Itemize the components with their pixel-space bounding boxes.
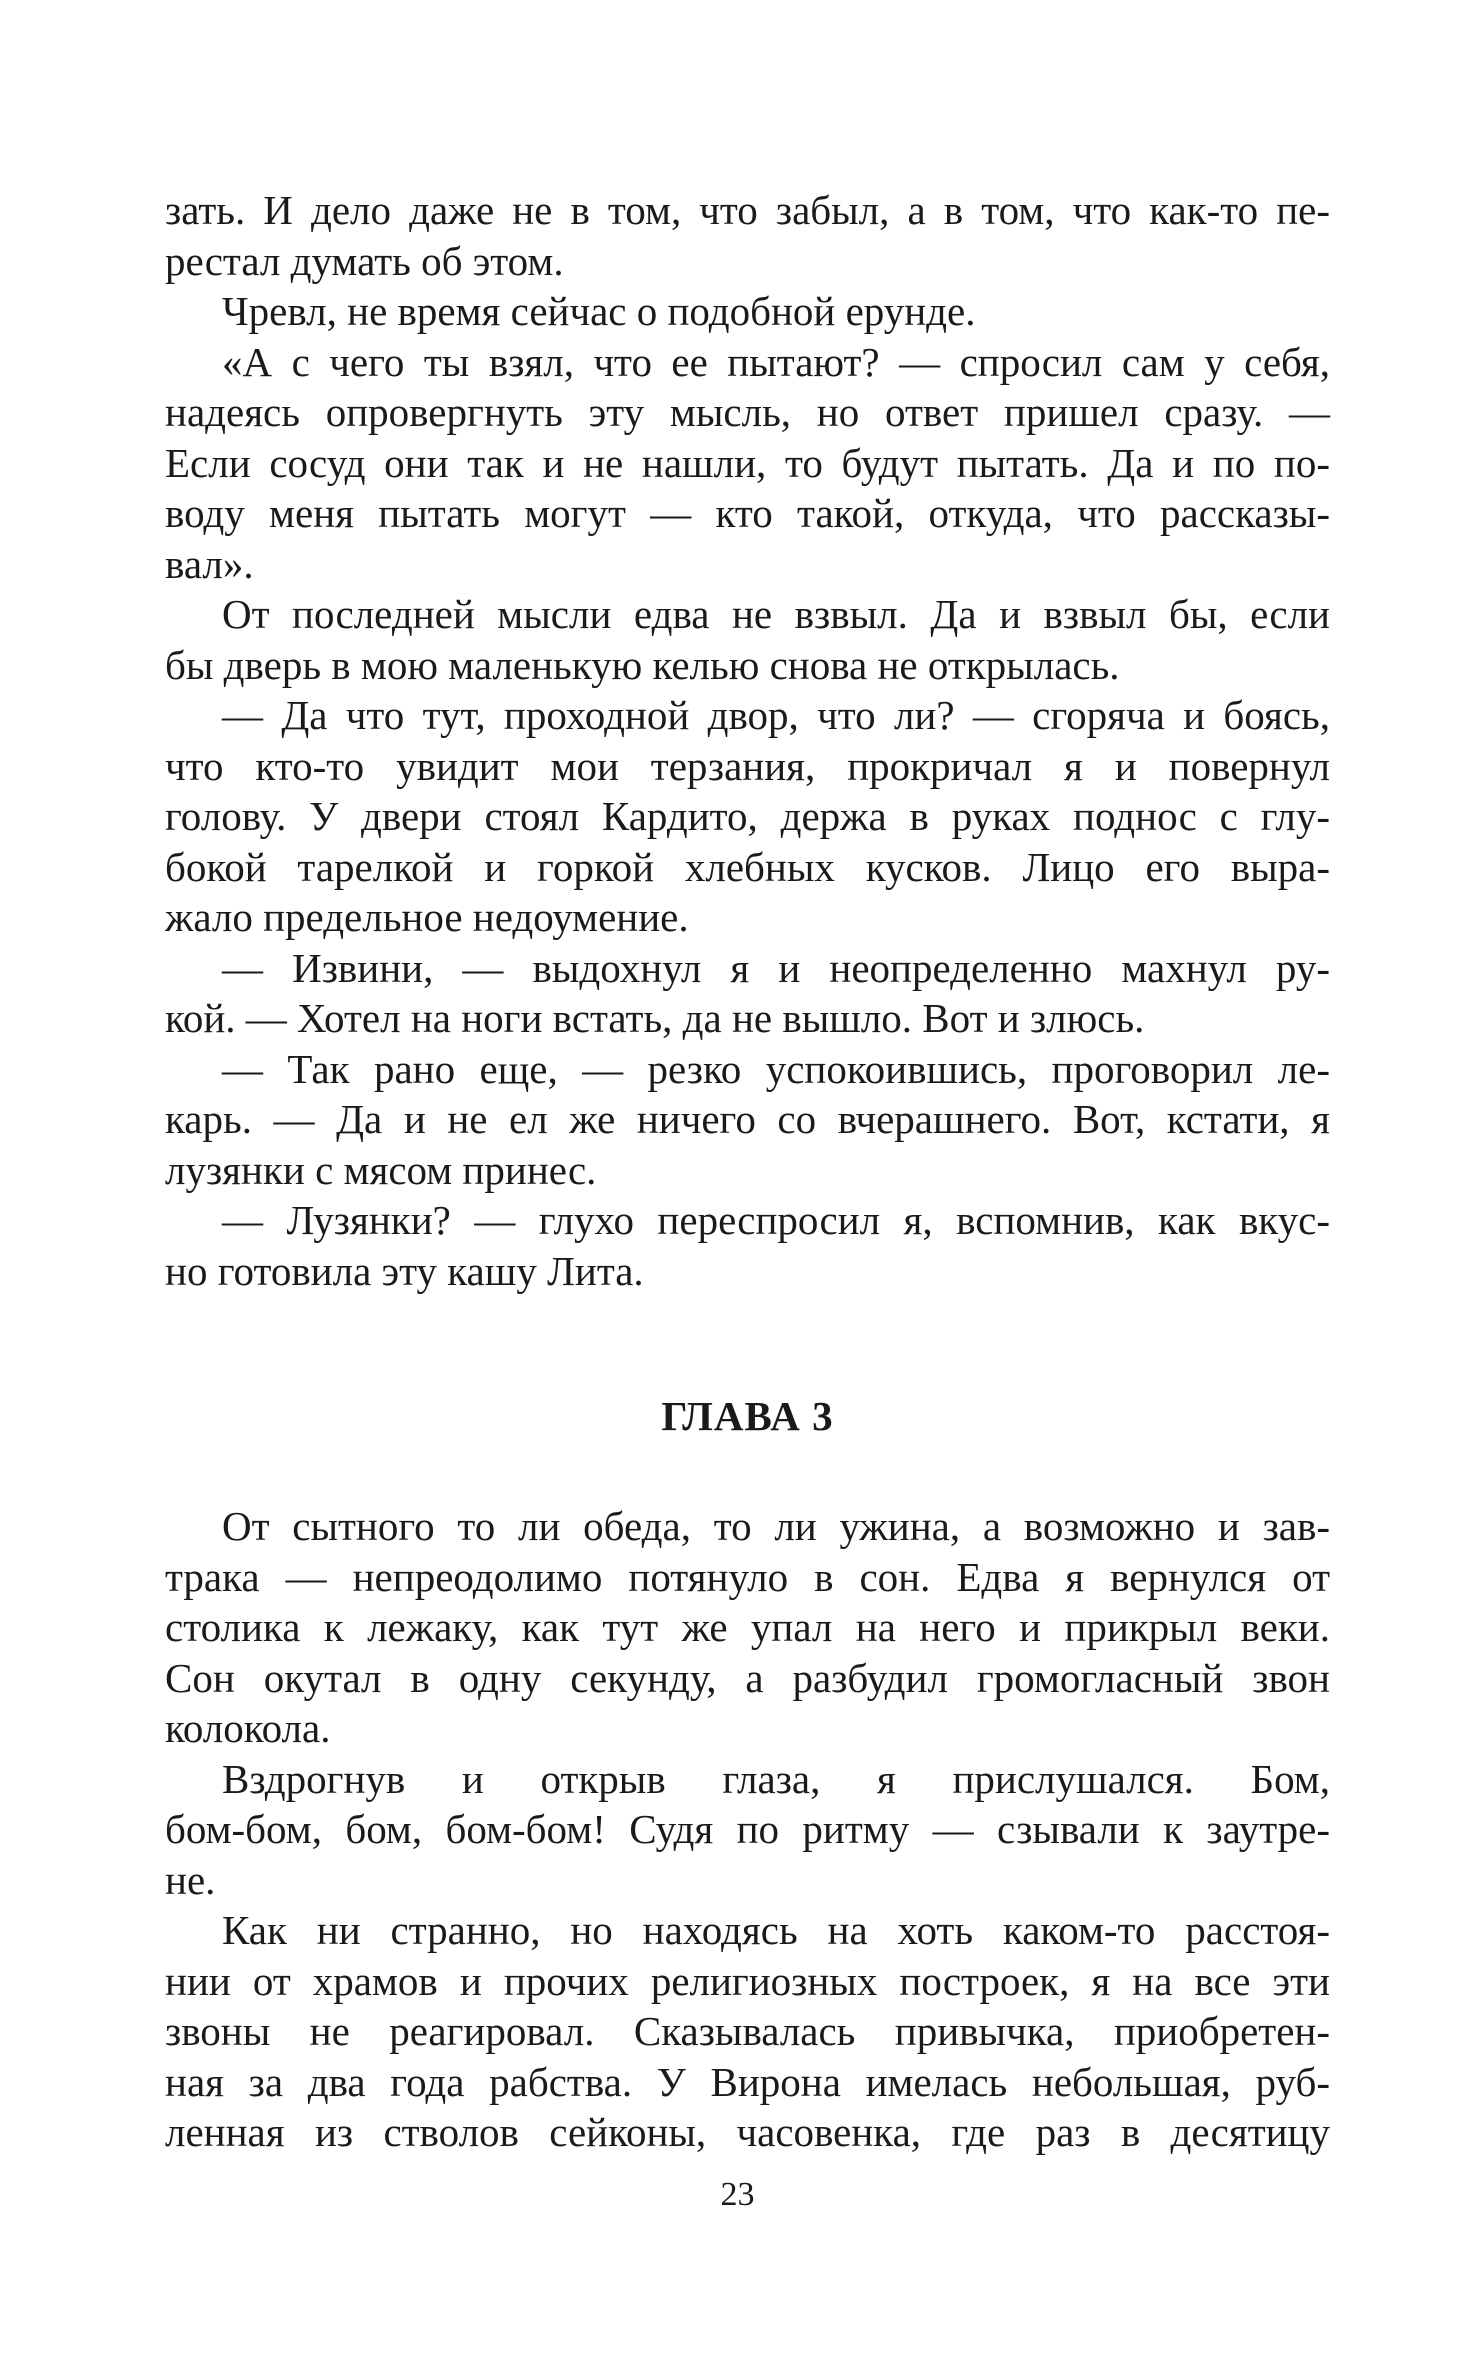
text-line: ная за два года рабства. У Вирона имелась небольшая, руб-: [165, 2058, 1330, 2105]
text-line: «А с чего ты взял, что ее пытают? — спросил сам у себя,: [222, 338, 1330, 385]
text-section-1: [165, 185, 1330, 1296]
text-line: трака — непреодолимо потянуло в сон. Едва я вернулся от: [165, 1553, 1330, 1600]
text-line: бы дверь в мою маленькую келью снова не открылась.: [165, 641, 1120, 688]
text-line: Сон окутал в одну секунду, а разбудил громогласный звон: [165, 1654, 1330, 1701]
text-line: надеясь опровергнуть эту мысль, но ответ пришел сразу. —: [165, 389, 1330, 435]
chapter-title: ГЛАВА 3: [661, 1393, 834, 1439]
text-line: Вздрогнув и открыв глаза, я прислушался. Бом,: [222, 1755, 1330, 1802]
text-line: жало предельное недоумение.: [165, 894, 689, 940]
text-line: но готовила эту кашу Лита.: [165, 1247, 644, 1294]
text-line: звоны не реагировал. Сказывалась привычка, приобретен-: [165, 2008, 1330, 2054]
page-number: 23: [720, 2176, 755, 2213]
text-line: рестал думать об этом.: [165, 237, 564, 284]
text-section-2: [165, 1501, 1330, 2158]
text-line: нии от храмов и прочих религиозных построек, я на все эти: [165, 1957, 1330, 2004]
text-line: бом-бом, бом, бом-бом! Судя по ритму — сзывали к заутре-: [165, 1806, 1330, 1852]
text-line: карь. — Да и не ел же ничего со вчерашнего. Вот, кстати, я: [165, 1096, 1330, 1142]
text-line: зать. И дело даже не в том, что забыл, а в том, что как-то пе-: [165, 187, 1330, 233]
text-line: Чревл, не время сейчас о подобной ерунде.: [222, 288, 976, 334]
text-line: колокола.: [165, 1705, 331, 1751]
page-body: [165, 185, 1330, 2158]
text-line: воду меня пытать могут — кто такой, откуда, что рассказы-: [165, 490, 1330, 536]
text-line: ленная из стволов сейконы, часовенка, где раз в десятицу: [165, 2109, 1330, 2155]
text-line: столика к лежаку, как тут же упал на него и прикрыл веки.: [165, 1604, 1330, 1650]
text-line: — Извини, — выдохнул я и неопределенно махнул ру-: [222, 944, 1330, 991]
text-line: — Так рано еще, — резко успокоившись, проговорил ле-: [222, 1045, 1330, 1092]
text-line: бокой тарелкой и горкой хлебных кусков. Лицо его выра-: [165, 843, 1330, 890]
text-line: Как ни странно, но находясь на хоть каком-то расстоя-: [222, 1907, 1330, 1953]
text-line: От сытного то ли обеда, то ли ужина, а возможно и зав-: [222, 1503, 1330, 1549]
text-line: кой. — Хотел на ноги встать, да не вышло. Вот и злюсь.: [165, 995, 1145, 1041]
text-line: не.: [165, 1856, 216, 1903]
text-line: — Да что тут, проходной двор, что ли? — сгоряча и боясь,: [222, 692, 1330, 738]
text-line: голову. У двери стоял Кардито, держа в руках поднос с глу-: [165, 793, 1330, 839]
text-line: От последней мысли едва не взвыл. Да и взвыл бы, если: [222, 591, 1330, 637]
text-line: Если сосуд они так и не нашли, то будут пытать. Да и по по-: [165, 439, 1330, 486]
text-line: — Лузянки? — глухо переспросил я, вспомнив, как вкус-: [222, 1197, 1330, 1243]
text-line: лузянки с мясом принес.: [165, 1146, 597, 1193]
text-line: что кто-то увидит мои терзания, прокричал я и повернул: [165, 742, 1330, 789]
text-line: вал».: [165, 540, 254, 587]
